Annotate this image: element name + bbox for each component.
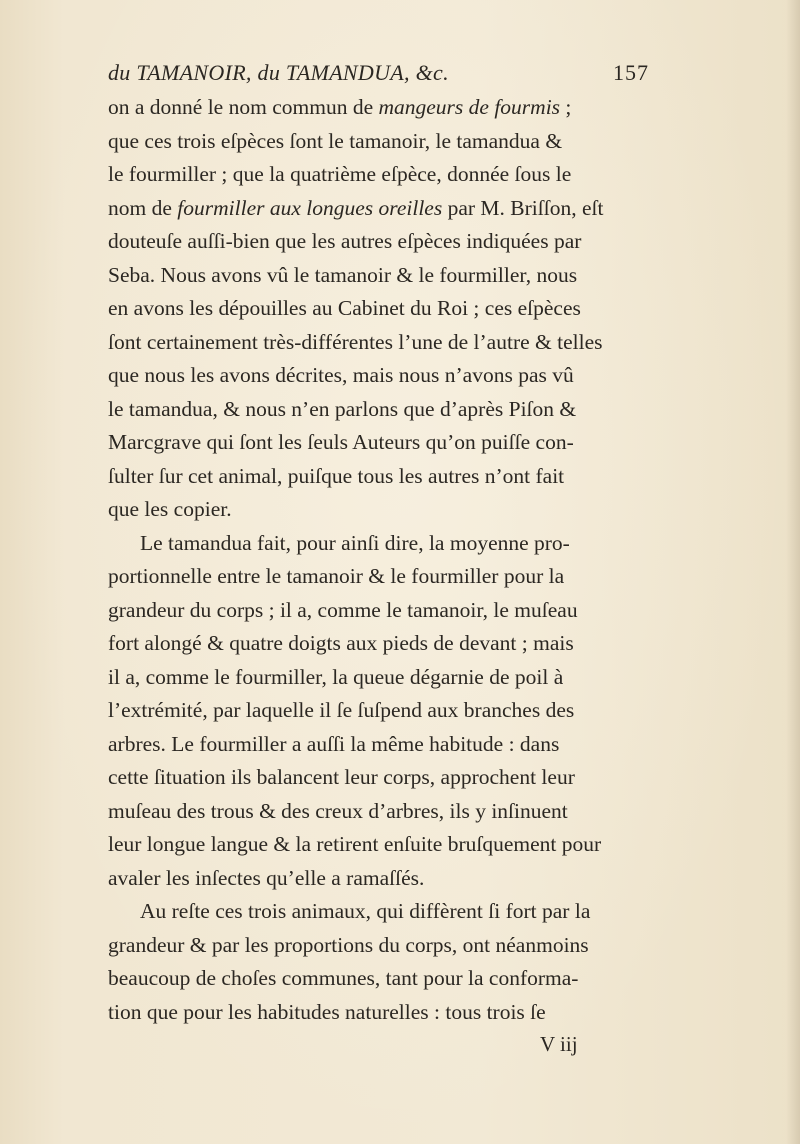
text-line: ſont certainement très-différentes l’une de l’autre & telles xyxy=(108,329,603,354)
text-line: douteuſe auſſi-bien que les autres eſpèces indiquées par xyxy=(108,229,582,253)
text-line: le tamandua, & nous n’en parlons que d’après Piſon & xyxy=(108,396,577,421)
text-line: on a donné le nom commun de mangeurs de fourmis ; xyxy=(108,95,572,119)
italic-phrase: mangeurs de fourmis xyxy=(378,95,561,119)
text-line: en avons les dépouilles au Cabinet du Roi ; ces eſpèces xyxy=(108,296,581,320)
text-line: le fourmiller ; que la quatrième eſpèce, donnée ſous le xyxy=(108,162,572,186)
italic-phrase: fourmiller aux longues oreilles xyxy=(177,195,443,220)
signature-line xyxy=(108,1029,792,1059)
text-line: muſeau des trous & des creux d’arbres, ils y inſinuent xyxy=(108,798,568,823)
text-line: beaucoup de choſes communes, tant pour la conforma- xyxy=(108,966,579,990)
text-line: grandeur du corps ; il a, comme le tamanoir, le muſeau xyxy=(108,597,578,622)
running-header xyxy=(108,55,792,91)
text-line: que nous les avons décrites, mais nous n’avons pas vû xyxy=(108,363,574,387)
text-block xyxy=(108,55,792,1059)
text-line: il a, comme le fourmiller, la queue dégarnie de poil à xyxy=(108,664,564,689)
text-line: que ces trois eſpèces ſont le tamanoir, le tamandua & xyxy=(108,128,563,153)
text-line: portionnelle entre le tamanoir & le fourmiller pour la xyxy=(108,564,565,588)
text-line: l’extrémité, par laquelle il ſe ſuſpend aux branches des xyxy=(108,698,575,722)
text-line: arbres. Le fourmiller a auſſi la même habitude : dans xyxy=(108,731,560,756)
text-line: Seba. Nous avons vû le tamanoir & le fourmiller, nous xyxy=(108,262,578,287)
running-title: du TAMANOIR, du TAMANDUA, &c. xyxy=(108,60,449,85)
text-line: Au reſte ces trois animaux, qui diffèrent ſi fort par la xyxy=(140,899,591,923)
text-line: Marcgrave qui ſont les ſeuls Auteurs qu’on puiſſe con- xyxy=(108,430,574,454)
text-line: Le tamandua fait, pour ainſi dire, la moyenne pro- xyxy=(140,530,570,555)
signature-mark: V iij xyxy=(540,1032,578,1056)
text-line: grandeur & par les proportions du corps, ont néanmoins xyxy=(108,932,589,957)
text-line: ſulter ſur cet animal, puiſque tous les autres n’ont fait xyxy=(108,463,565,488)
text-line: tion que pour les habitudes naturelles : tous trois ſe xyxy=(108,999,546,1024)
text-line: leur longue langue & la retirent enſuite bruſquement pour xyxy=(108,832,602,856)
text-line: cette ſituation ils balancent leur corps, approchent leur xyxy=(108,765,575,789)
page-number: 157 xyxy=(613,60,649,85)
text-line: fort alongé & quatre doigts aux pieds de devant ; mais xyxy=(108,631,574,655)
text-line: avaler les inſectes qu’elle a ramaſſés. xyxy=(108,865,425,890)
text-line: que les copier. xyxy=(108,497,232,521)
text-line: nom de fourmiller aux longues oreilles par M. Briſſon, eſt xyxy=(108,195,604,220)
